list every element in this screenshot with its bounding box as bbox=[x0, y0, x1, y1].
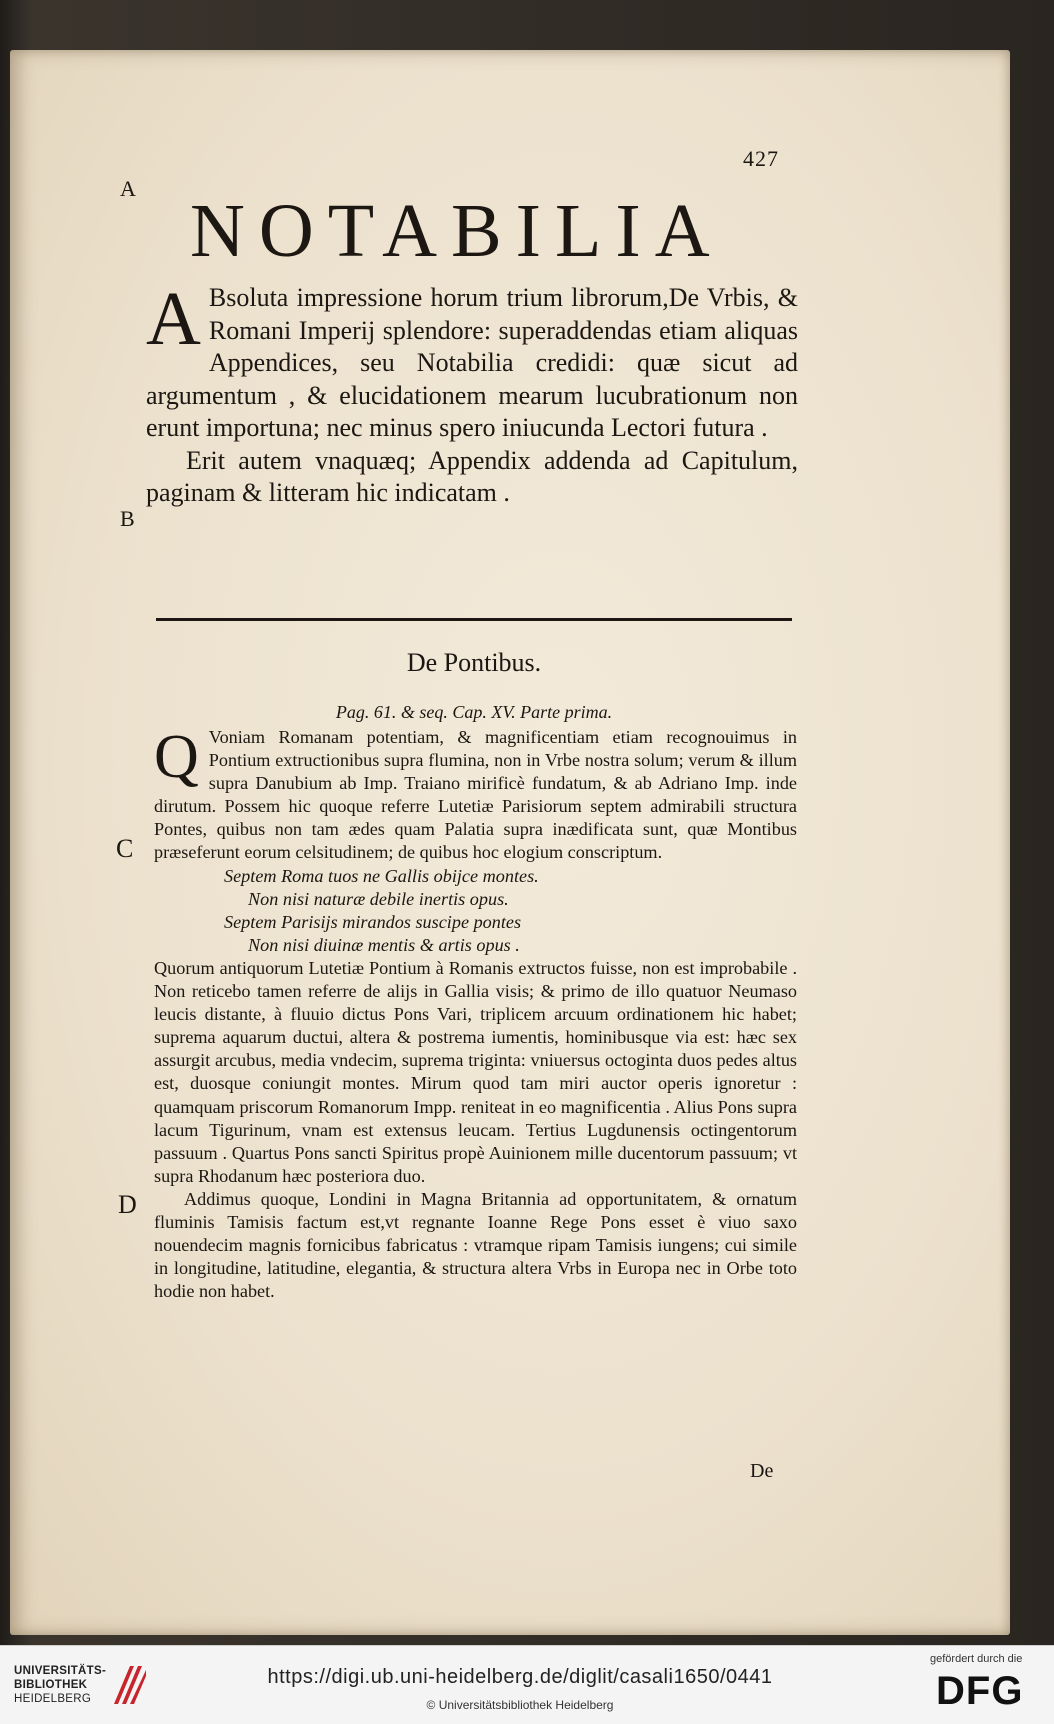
dfg-logo[interactable]: DFG bbox=[936, 1669, 1024, 1713]
verse-line: Non nisi naturæ debile inertis opus. bbox=[248, 888, 509, 909]
body-paragraph-1 bbox=[154, 723, 797, 865]
margin-letter-a: A bbox=[120, 176, 136, 201]
verse-line: Septem Roma tuos ne Gallis obijce montes. bbox=[224, 865, 539, 886]
verse-line: Septem Parisijs mirandos suscipe pontes bbox=[224, 911, 522, 932]
library-logo[interactable] bbox=[14, 1664, 106, 1706]
intro-paragraph-1-text: Bsoluta impressione horum trium librorum,De Vrbis, & Romani Imperij splendore: superaddendas etiam aliquas Appendices, seu Notabilia credidi: quæ sicut ad argumentum , & elucidationem mearum lucubrationum non erunt importuna; nec minus spero iniucunda Lectori futura . bbox=[146, 283, 798, 442]
verse-block bbox=[154, 865, 797, 957]
margin-letter-c: C bbox=[116, 834, 134, 863]
section-divider bbox=[156, 618, 792, 621]
intro-paragraph-1 bbox=[146, 277, 798, 445]
viewer-footer bbox=[0, 1645, 1054, 1724]
catchword: De bbox=[750, 1460, 774, 1482]
library-emblem-icon bbox=[108, 1660, 148, 1710]
intro-dropcap: A bbox=[146, 277, 201, 361]
intro-text bbox=[146, 277, 798, 510]
body-paragraph-1-text: Voniam Romanam potentiam, & magnificentiam etiam recognouimus in Pontium extructionibus supra flumina, non in Vrbe nostra solum; verum & illum supra Danubium ab Imp. Traiano mirificè fundatum, & ab Adriano Imp. inde dirutum. Possem hic quoque referre Lutetiæ Parisiorum septem admirabili structura Pontes, quibus non tam ædes quam Palatia supra inædificata sunt, quæ Montibus præseferunt eorum celsitudinem; de quibus hoc elogium conscriptum. bbox=[154, 727, 797, 863]
margin-letter-d: D bbox=[118, 1190, 137, 1219]
body-dropcap: Q bbox=[154, 723, 199, 791]
page-title: NOTABILIA bbox=[190, 189, 724, 273]
page-number: 427 bbox=[743, 146, 779, 171]
verse-line: Non nisi diuinæ mentis & artis opus . bbox=[248, 934, 520, 955]
library-name-line-2: BIBLIOTHEK bbox=[14, 1679, 88, 1691]
copyright-notice: © Universitätsbibliothek Heidelberg bbox=[426, 1698, 614, 1712]
section-heading: De Pontibus. bbox=[406, 648, 542, 677]
body-paragraph-2: Quorum antiquorum Lutetiæ Pontium à Romanis extructos fuisse, non est improbabile . Non reticebo tamen referre de alijs in Gallia visis; & primo de illo quatuor Neumaso leucis distante, à fluuio dictus Pons Vari, triplicem arcuum ordinationem hic habet; suprema aquarum ductui, altera & postrema iumentis, hominibusque via est: hæc sex assurgit arcubus, media vndecim, suprema triginta: vniuersus octoginta duos pedes altus est, duosque coniungit montes. Mirum quod tam miri auctor operis ignoretur : quamquam priscorum Romanorum Impp. reniteat in eo magnificentia . Alius Pons supra lacum Tigurinum, vnam est extensus leucam. Tertius Lugdunensis octingentorum passuum . Quartus Pons sancti Spiritus propè Auinionem mille ducentorum passuum; vt supra Rhodanum hæc posteriora duo. bbox=[154, 957, 797, 1186]
funded-by-label: gefördert durch die bbox=[930, 1653, 1023, 1665]
page-reference: Pag. 61. & seq. Cap. XV. Parte prima. bbox=[335, 702, 613, 722]
document-url-link[interactable]: https://digi.ub.uni-heidelberg.de/diglit/casali1650/0441 bbox=[267, 1666, 773, 1688]
intro-paragraph-2: Erit autem vnaquæq; Appendix addenda ad Capitulum, paginam & litteram hic indicatam . bbox=[146, 445, 798, 507]
book-page bbox=[10, 50, 1010, 1635]
body-paragraph-3: Addimus quoque, Londini in Magna Britannia ad opportunitatem, & ornatum fluminis Tamisis factum est,vt regnante Ioanne Rege Pons esset è viuo saxo nouendecim magnis fornicibus fabricatus : vtramque ripam Tamisis iungens; cui simile in longitudine, latitudine, elegantia, & structura altera Vrbs in Europa nec in Orbe toto hodie non habet. bbox=[154, 1188, 797, 1302]
body-text bbox=[154, 723, 797, 1303]
library-name-line-3: HEIDELBERG bbox=[14, 1693, 92, 1705]
library-name-line-1: UNIVERSITÄTS- bbox=[14, 1665, 107, 1677]
margin-letter-b: B bbox=[120, 506, 135, 531]
